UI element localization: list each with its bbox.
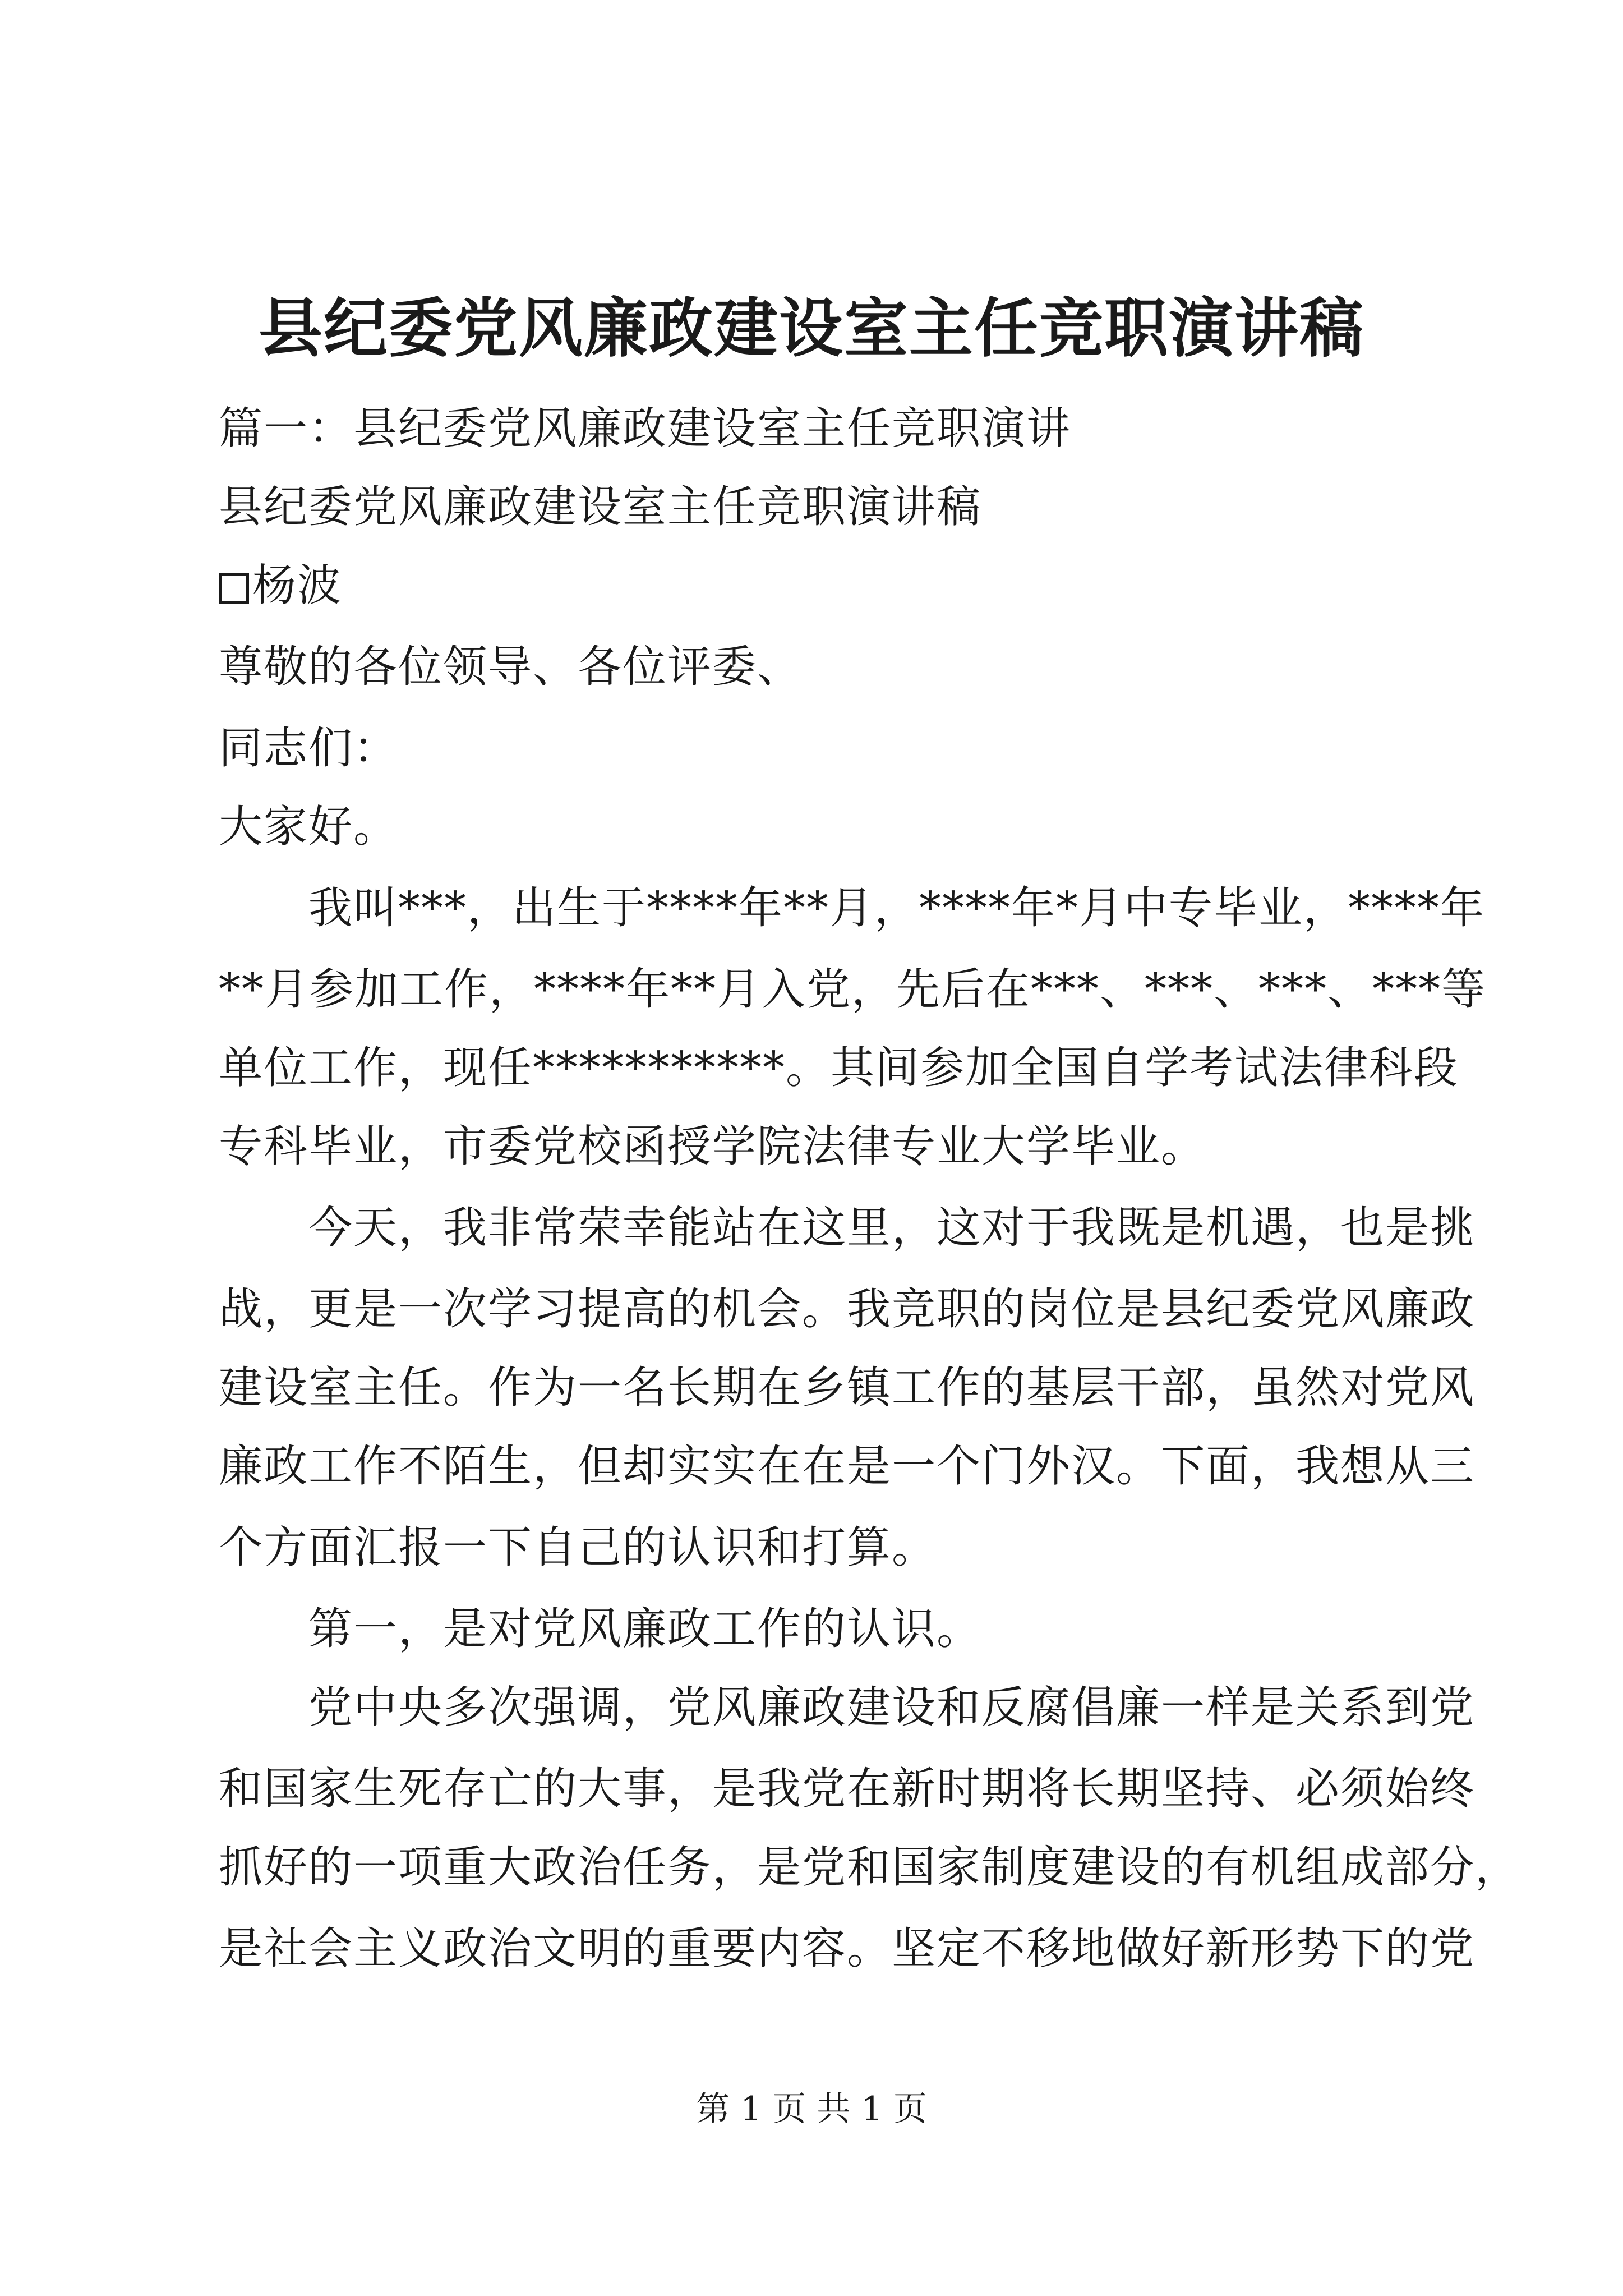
author-line [219, 544, 342, 627]
paragraph-line: 专科毕业，市委党校函授学院法律专业大学毕业。 [219, 1121, 1206, 1172]
author-name: 杨波 [252, 560, 343, 611]
subtitle-line: 篇一：县纪委党风廉政建设室主任竞职演讲 [219, 403, 1072, 454]
paragraph-line: 抓好的一项重大政治任务，是党和国家制度建设的有机组成部分， [219, 1842, 1520, 1893]
section-heading-line: 第一，是对党风廉政工作的认识。 [308, 1604, 982, 1654]
paragraph-line: 廉政工作不陌生，但却实实在在是一个门外汉。下面，我想从三 [219, 1441, 1476, 1492]
salutation-line: 尊敬的各位领导、各位评委、 [219, 642, 803, 692]
paragraph-line: 和国家生死存亡的大事，是我党在新时期将长期坚持、必须始终 [219, 1764, 1476, 1814]
document-title: 县纪委党风廉政建设室主任竞职演讲稿 [258, 291, 1364, 366]
paragraph-line: 党中央多次强调，党风廉政建设和反腐倡廉一样是关系到党 [308, 1682, 1476, 1733]
paragraph-line: 今天，我非常荣幸能站在这里，这对于我既是机遇，也是挑 [308, 1203, 1476, 1253]
paragraph-line: **月参加工作，****年**月入党，先后在***、***、***、***等 [219, 964, 1487, 1015]
paragraph-line: 战，更是一次学习提高的机会。我竞职的岗位是县纪委党风廉政 [219, 1284, 1476, 1335]
paragraph-line: 是社会主义政治文明的重要内容。坚定不移地做好新形势下的党 [219, 1924, 1476, 1974]
paragraph-line: 单位工作，现任***********。其间参加全国自学考试法律科段 [219, 1043, 1459, 1093]
paragraph-line: 我叫***，出生于****年**月，****年*月中专毕业，****年 [308, 883, 1486, 933]
speech-title-line: 县纪委党风廉政建设室主任竞职演讲稿 [219, 482, 982, 532]
paragraph-line: 建设室主任。作为一名长期在乡镇工作的基层干部，虽然对党风 [219, 1363, 1476, 1413]
paragraph-line: 个方面汇报一下自己的认识和打算。 [219, 1522, 937, 1573]
salutation-line-2: 同志们： [219, 723, 399, 774]
page-footer: 第 1 页 共 1 页 [696, 2090, 927, 2129]
greeting-line: 大家好。 [219, 802, 399, 852]
checkbox-icon [219, 573, 249, 604]
